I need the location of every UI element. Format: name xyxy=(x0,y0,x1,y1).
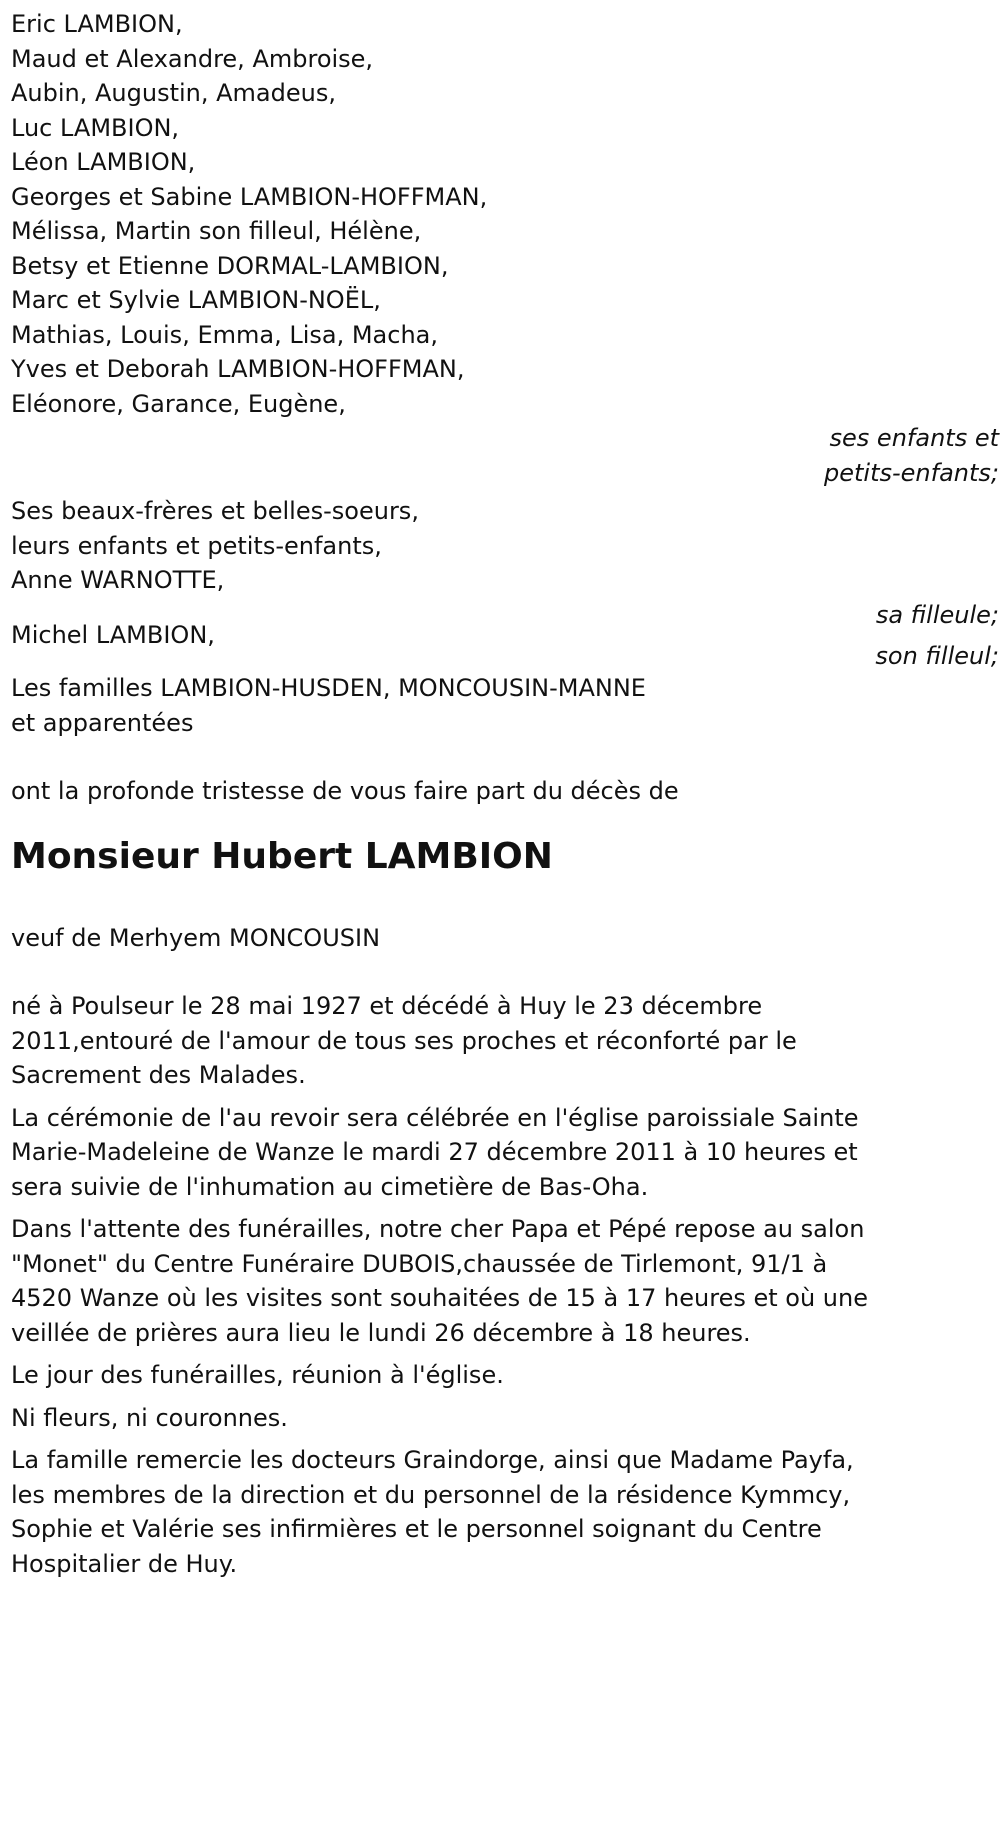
relation-goddaughter: sa filleule; xyxy=(875,600,999,629)
birth-death-paragraph: né à Poulseur le 28 mai 1927 et décédé à Huy le 23 décembre 2011,entouré de l'amour de tous ses proches et réconforté par le Sacrement des Malades. xyxy=(11,992,797,1089)
widower-of-text: veuf de Merhyem MONCOUSIN xyxy=(11,923,381,952)
family-block-children xyxy=(11,7,996,421)
family-line: leurs enfants et petits-enfants, xyxy=(11,531,382,560)
family-line-godson: Michel LAMBION, xyxy=(11,621,215,649)
obituary-content xyxy=(11,7,999,1581)
spacer xyxy=(11,740,996,774)
family-line: Ses beaux-frères et belles-soeurs, xyxy=(11,497,419,525)
relation-line: ses enfants et xyxy=(829,424,999,452)
family-block-families xyxy=(11,671,996,740)
relation-line: petits-enfants; xyxy=(824,458,999,487)
funeral-meeting-paragraph: Le jour des funérailles, réunion à l'église. xyxy=(11,1361,504,1389)
family-line: Mélissa, Martin son filleul, Hélène, xyxy=(11,217,422,245)
family-line: Yves et Deborah LAMBION-HOFFMAN, xyxy=(11,355,465,383)
deceased-name-heading: Monsieur Hubert LAMBION xyxy=(11,835,553,877)
spacer xyxy=(11,955,996,989)
family-line: Aubin, Augustin, Amadeus, xyxy=(11,79,336,107)
relation-children xyxy=(11,421,999,490)
family-line: Eléonore, Garance, Eugène, xyxy=(11,389,346,418)
family-line: Marc et Sylvie LAMBION-NOËL, xyxy=(11,286,381,314)
family-block-in-laws xyxy=(11,494,996,598)
thanks-paragraph: La famille remercie les docteurs Graindorge, ainsi que Madame Payfa, les membres de la direction et du personnel de la résidence Kymmcy, Sophie et Valérie ses infirmières et le personnel soignant du Centre Hospitalier de Huy. xyxy=(11,1446,854,1578)
family-line: Betsy et Etienne DORMAL-LAMBION, xyxy=(11,251,449,280)
announcement-text: ont la profonde tristesse de vous faire part du décès de xyxy=(11,777,679,805)
visitation-paragraph: Dans l'attente des funérailles, notre cher Papa et Pépé repose au salon "Monet" du Centre Funéraire DUBOIS,chaussée de Tirlemont, 91/1 à 4520 Wanze où les visites sont souhaitées de 15 à 17 heures et où une veillée de prières aura lieu le lundi 26 décembre à 18 heures. xyxy=(11,1215,868,1347)
obituary-body xyxy=(11,989,891,1581)
family-line: Georges et Sabine LAMBION-HOFFMAN, xyxy=(11,182,488,211)
family-line: Mathias, Louis, Emma, Lisa, Macha, xyxy=(11,320,438,349)
ceremony-paragraph: La cérémonie de l'au revoir sera célébrée en l'église paroissiale Sainte Marie-Madeleine de Wanze le mardi 27 décembre 2011 à 10 heures et sera suivie de l'inhumation au cimetière de Bas-Oha. xyxy=(11,1103,859,1201)
family-line: Anne WARNOTTE, xyxy=(11,566,225,594)
relation-godson: son filleul; xyxy=(875,641,999,670)
family-line: Eric LAMBION, xyxy=(11,10,183,38)
family-line: Léon LAMBION, xyxy=(11,148,196,176)
family-line: Luc LAMBION, xyxy=(11,113,180,142)
no-flowers-paragraph: Ni fleurs, ni couronnes. xyxy=(11,1403,288,1432)
family-line: Les familles LAMBION-HUSDEN, MONCOUSIN-MANNE xyxy=(11,674,646,702)
family-line: et apparentées xyxy=(11,708,194,737)
family-line: Maud et Alexandre, Ambroise, xyxy=(11,44,374,73)
